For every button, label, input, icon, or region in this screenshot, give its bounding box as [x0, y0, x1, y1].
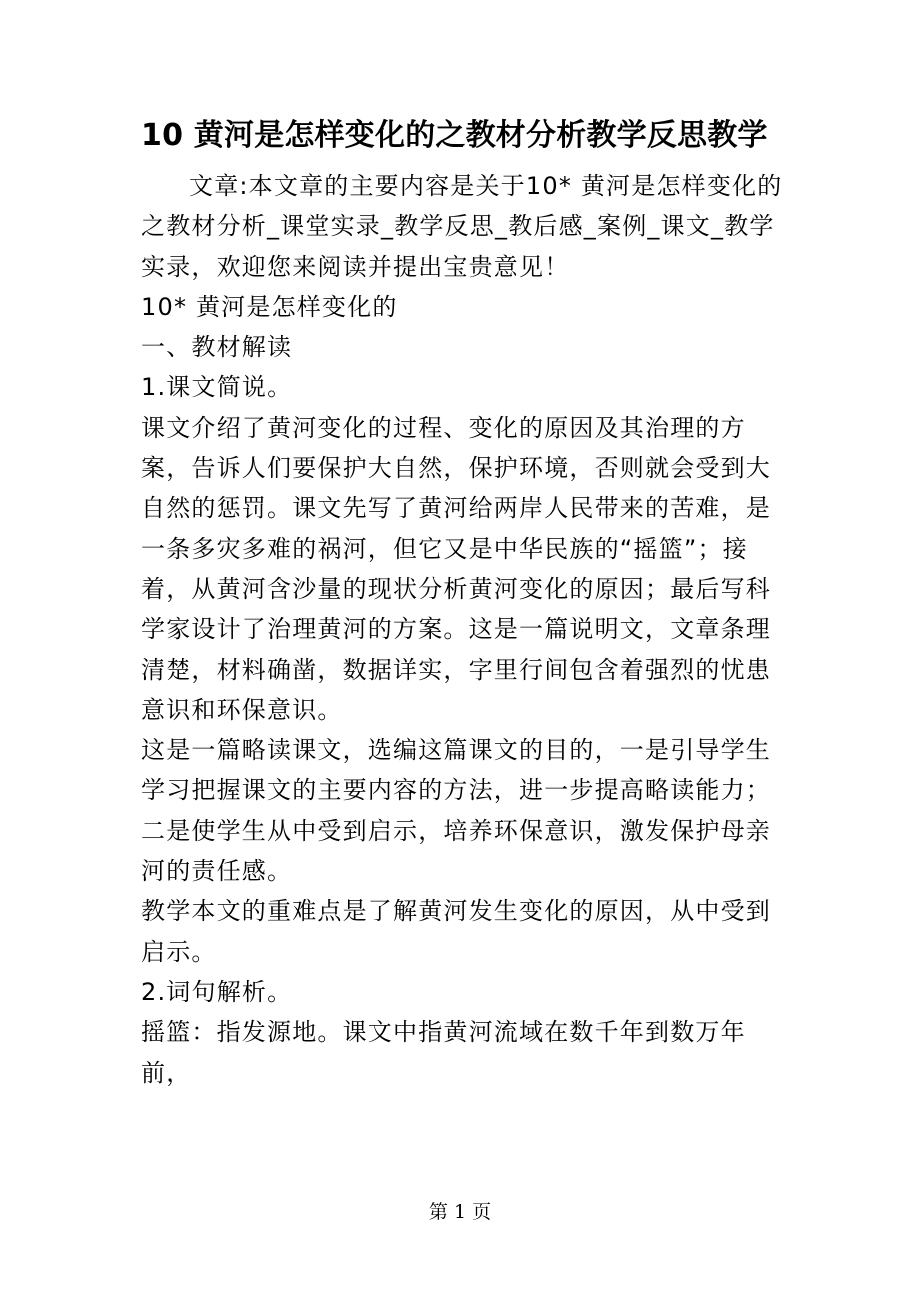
body-paragraph: 摇篮：指发源地。课文中指黄河流域在数千年到数万年前，	[141, 1018, 746, 1087]
intro-paragraph: 文章:本文章的主要内容是关于10* 黄河是怎样变化的之教材分析_课堂实录_教学反思_教后感_案例_课文_教学实录，欢迎您来阅读并提出宝贵意见！	[141, 172, 783, 281]
document-title: 10 黄河是怎样变化的之教材分析教学反思教学	[141, 118, 768, 153]
body-paragraph: 教学本文的重难点是了解黄河发生变化的原因，从中受到启示。	[141, 897, 771, 966]
body-paragraph: 课文介绍了黄河变化的过程、变化的原因及其治理的方案，告诉人们要保护大自然，保护环境，否则就会受到大自然的惩罚。课文先写了黄河给两岸人民带来的苦难，是一条多灾多难的祸河，但它又是中华民族的“摇篮”；接着，从黄河含沙量的现状分析黄河变化的原因；最后写科学家设计了治理黄河的方案。这是一篇说明文，文章条理清楚，材料确凿，数据详实，字里行间包含着强烈的忧患意识和环保意识。	[141, 413, 771, 724]
subsection-heading: 2.词句解析。	[141, 977, 293, 1006]
body-paragraph: 这是一篇略读课文，选编这篇课文的目的，一是引导学生学习把握课文的主要内容的方法，进一步提高略读能力；二是使学生从中受到启示，培养环保意识，激发保护母亲河的责任感。	[141, 736, 771, 886]
subsection-heading: 1.课文简说。	[141, 373, 293, 402]
section-heading: 一、教材解读	[141, 333, 293, 362]
page-number: 第 1 页	[428, 1201, 492, 1223]
document-body	[141, 166, 786, 1093]
lesson-heading: 10* 黄河是怎样变化的	[141, 292, 398, 321]
